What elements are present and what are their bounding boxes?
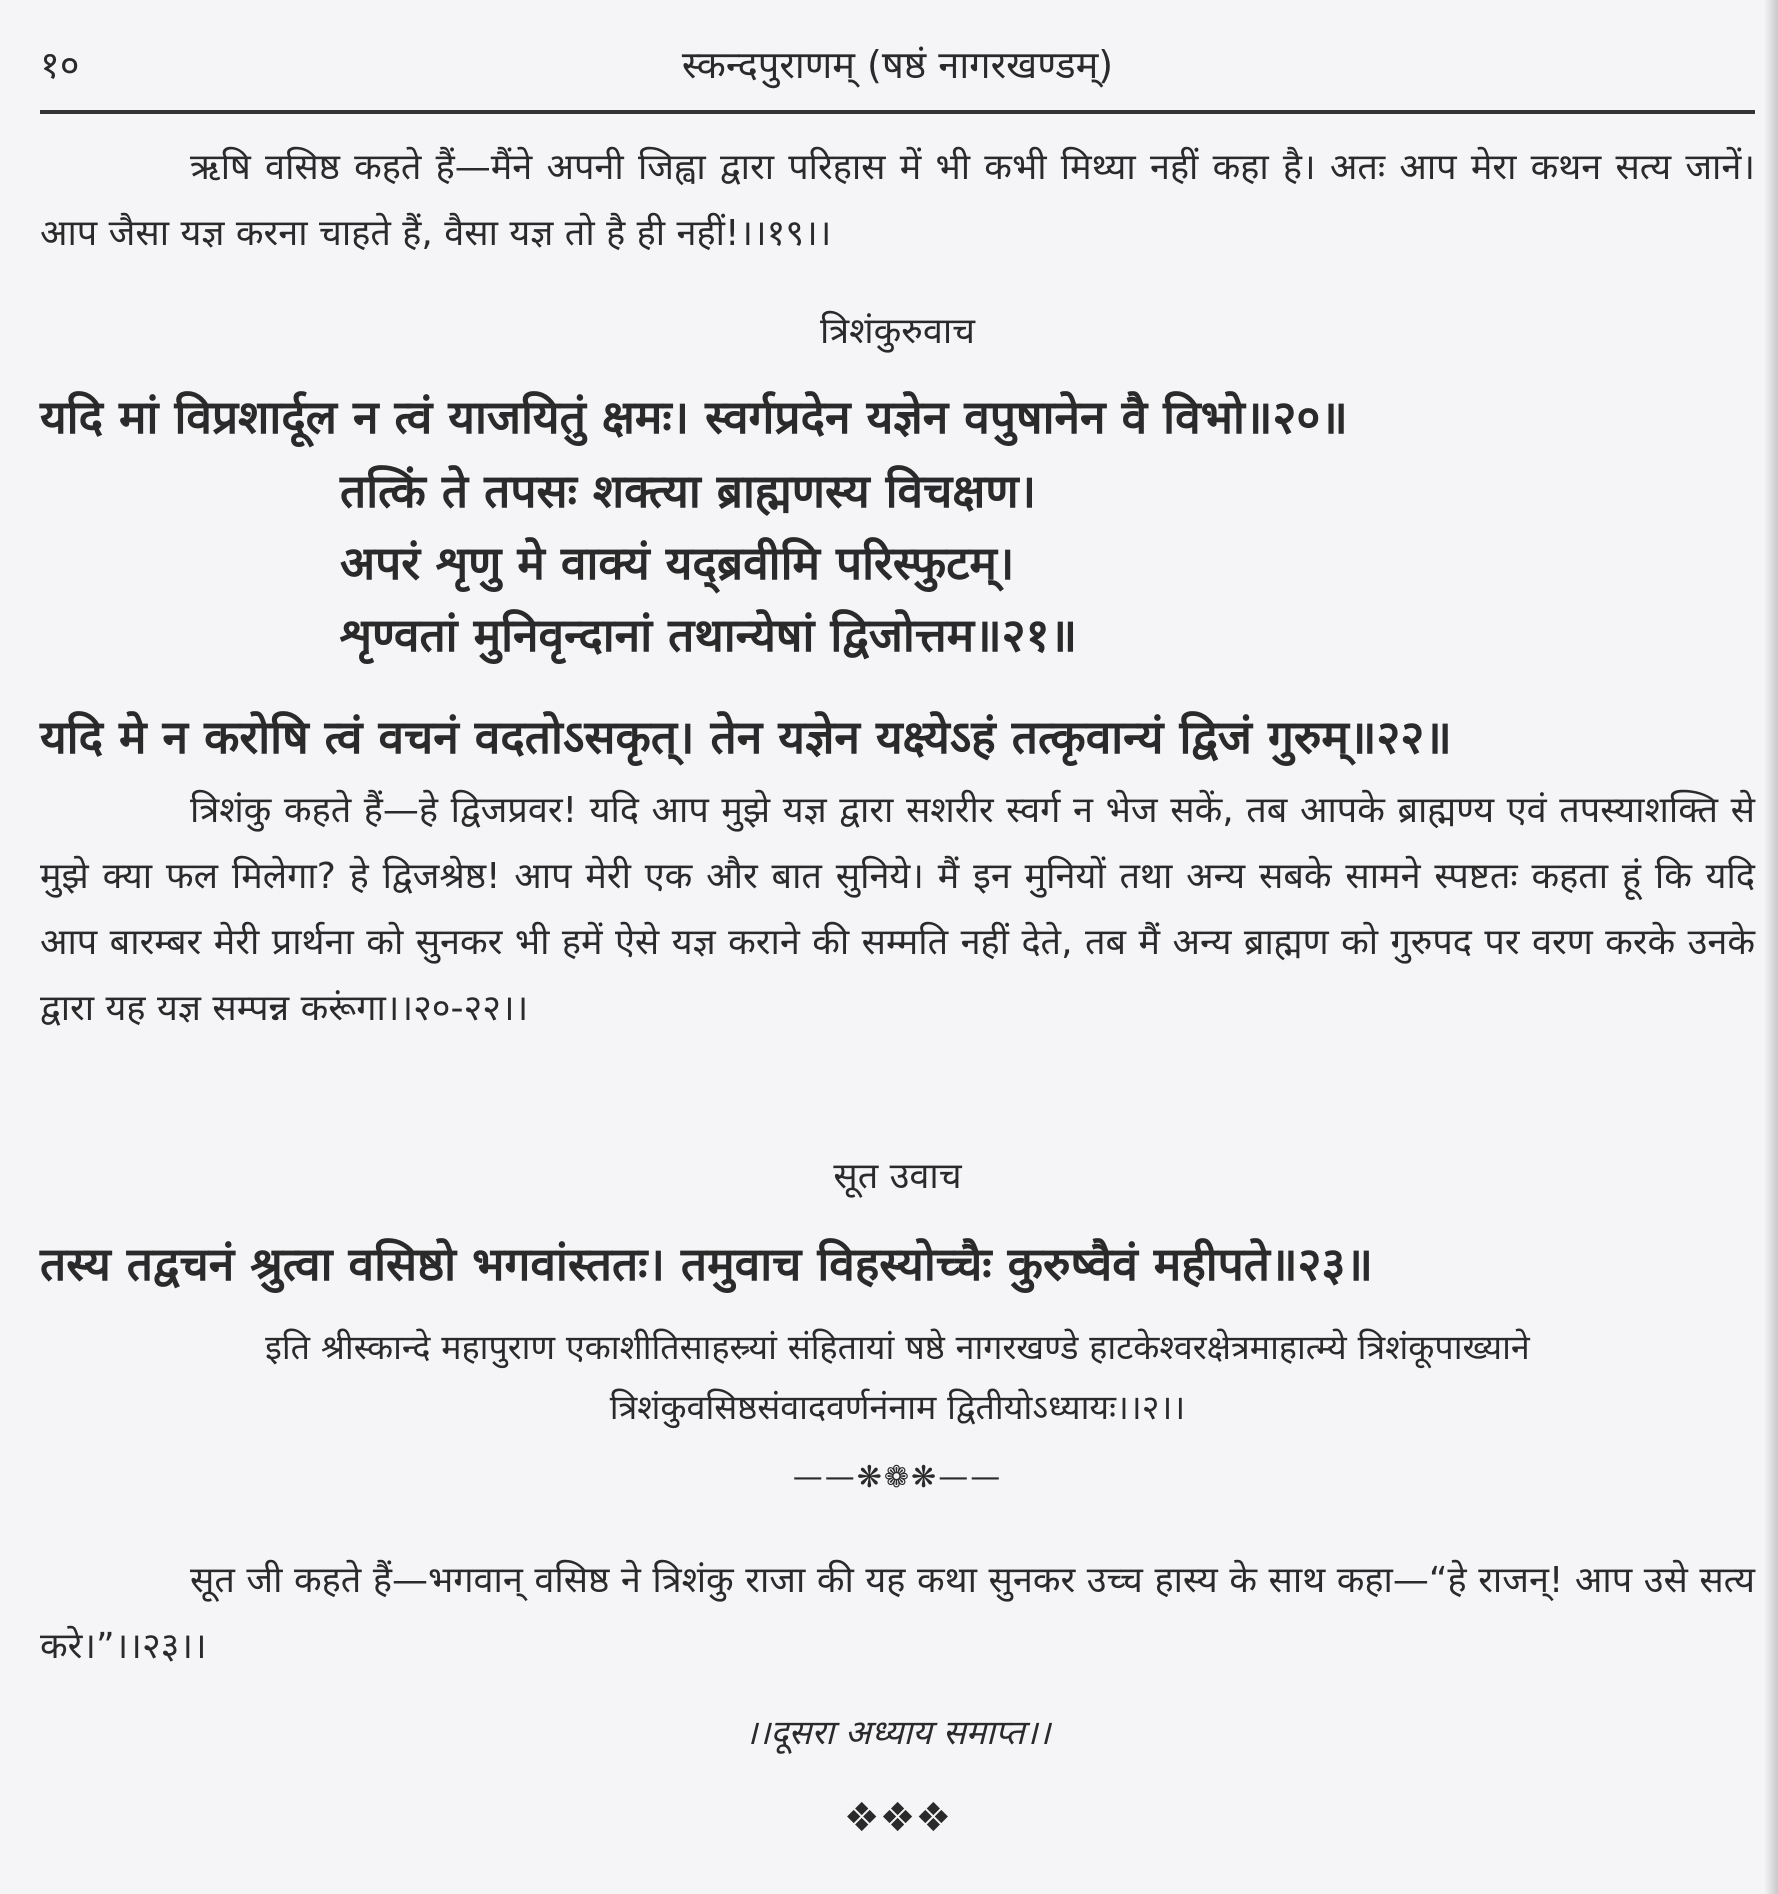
speaker-label: सूत उवाच xyxy=(833,1156,962,1197)
verse-line: तत्किं ते तपसः शक्त्या ब्राह्मणस्य विचक्षण। xyxy=(340,464,1037,518)
chapter-end-title xyxy=(40,1708,1755,1754)
paragraph-text: ऋषि वसिष्ठ कहते हैं—मैंने अपनी जिह्वा द्वारा परिहास में भी कभी मिथ्या नहीं कहा है। अतः आप मेरा कथन सत्य जानें। आप जैसा यज्ञ करना चाहते हैं, वैसा यज्ञ तो है ही नहीं!।।१९।। xyxy=(40,147,1755,254)
page-number: १० xyxy=(40,43,80,87)
verse-20 xyxy=(40,385,1755,447)
chapter-end-ornament xyxy=(40,1795,1755,1841)
verse-text: यदि मां विप्रशार्दूल न त्वं याजयितुं क्षमः। स्वर्गप्रदेन यज्ञेन वपुषानेन वै विभो॥२०॥ xyxy=(40,390,1348,444)
paragraph-text: त्रिशंकु कहते हैं—हे द्विजप्रवर! यदि आप मुझे यज्ञ द्वारा सशरीर स्वर्ग न भेज सकें, तब आपके ब्राह्मण्य एवं तपस्याशक्ति से मुझे क्या फल मिलेगा? हे द्विजश्रेष्ठ! आप मेरी एक और बात सुनिये। मैं इन मुनियों तथा अन्य सबके सामने स्पष्टतः कहता हूं कि यदि आप बारम्बर मेरी प्रार्थना को सुनकर भी हमें ऐसे यज्ञ कराने की सम्मति नहीं देते, तब मैं अन्य ब्राह्मण को गुरुपद पर वरण करके उनके द्वारा यह यज्ञ सम्पन्न करूंगा।।२०-२२।। xyxy=(40,790,1755,1029)
translation-paragraph-23 xyxy=(40,1548,1755,1680)
colophon-line: इति श्रीस्कान्दे महापुराण एकाशीतिसाहस्र्यां संहितायां षष्ठे नागरखण्डे हाटकेश्वरक्षेत्रमाहात्म्ये त्रिशंकूपाख्याने xyxy=(265,1328,1530,1368)
page-edge-shadow xyxy=(1764,0,1778,1894)
ornament-divider-icon: ——❋❁❋—— xyxy=(792,1460,1003,1495)
verse-21 xyxy=(40,455,1755,671)
speaker-heading-trishanku xyxy=(40,305,1755,354)
paragraph-text: सूत जी कहते हैं—भगवान् वसिष्ठ ने त्रिशंकु राजा की यह कथा सुनकर उच्च हास्य के साथ कहा—“हे राजन्! आप उसे सत्य करे।”।।२३।। xyxy=(40,1560,1755,1667)
chapter-colophon xyxy=(40,1318,1755,1438)
speaker-heading-suta xyxy=(40,1150,1755,1199)
translation-paragraph-20-22 xyxy=(40,778,1755,1042)
section-divider xyxy=(40,1460,1755,1495)
verse-text: तस्य तद्वचनं श्रुत्वा वसिष्ठो भगवांस्ततः। तमुवाच विहस्योच्चैः कुरुष्वैवं महीपते॥२३॥ xyxy=(40,1237,1373,1291)
diamond-ornament-icon: ❖❖❖ xyxy=(843,1795,952,1841)
verse-text: यदि मे न करोषि त्वं वचनं वदतोऽसकृत्। तेन यज्ञेन यक्ष्येऽहं तत्कृवान्यं द्विजं गुरुम्॥२२॥ xyxy=(40,710,1452,764)
verse-line: शृण्वतां मुनिवृन्दानां तथान्येषां द्विजोत्तम॥२१॥ xyxy=(340,608,1078,662)
speaker-label: त्रिशंकुरुवाच xyxy=(819,311,976,352)
header-rule xyxy=(40,110,1755,114)
colophon-line: त्रिशंकुवसिष्ठसंवादवर्णनंनाम द्वितीयोऽध्यायः।।२।। xyxy=(609,1388,1186,1428)
verse-22 xyxy=(40,705,1755,767)
end-title-text: ।।दूसरा अध्याय समाप्त।। xyxy=(744,1713,1051,1753)
verse-23 xyxy=(40,1232,1755,1294)
page-header xyxy=(40,30,1755,110)
translation-paragraph-19 xyxy=(40,135,1755,267)
running-title: स्कन्दपुराणम् (षष्ठं नागरखण्डम्) xyxy=(681,43,1114,87)
verse-line: अपरं शृणु मे वाक्यं यद्ब्रवीमि परिस्फुटम्। xyxy=(340,536,1015,590)
